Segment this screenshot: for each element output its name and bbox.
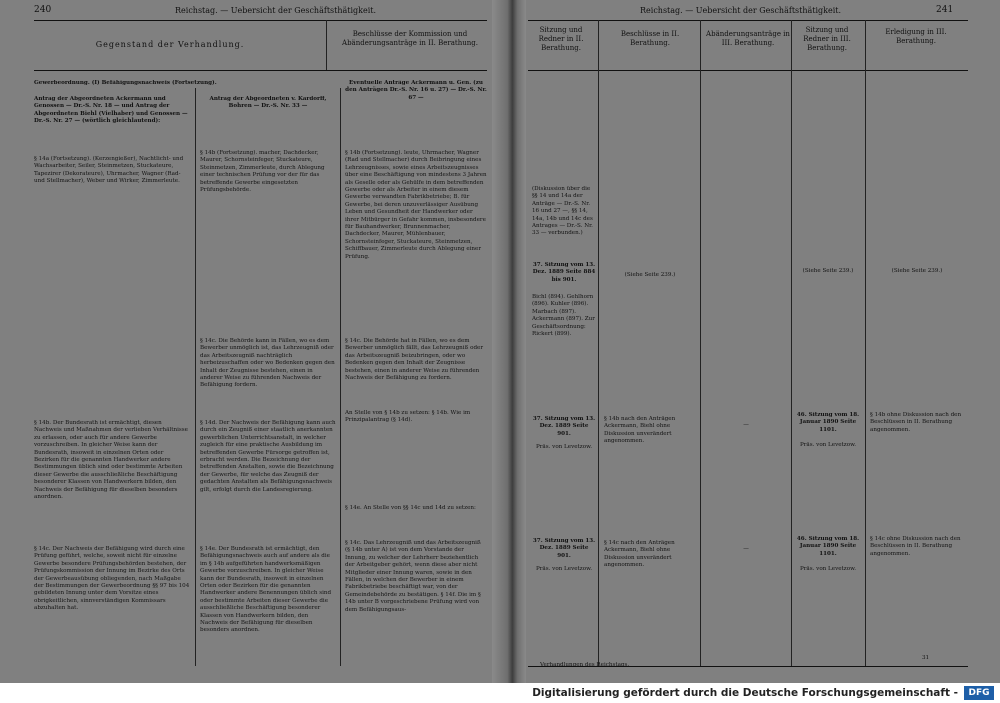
left-divider-1 (195, 88, 196, 666)
right-divider-3 (791, 20, 792, 666)
right-col-head-5: Erledigung in III. Berathung. (885, 28, 947, 45)
right-col-head-1: Sitzung und Redner in II. Berathung. (538, 26, 584, 52)
left-text-a2: § 14b (Fortsetzung). macher, Dachdecker, Maurer, Schornsteinfeger, Stuckateure, Steinmetzen, Zimmerleute, durch Ablegung einer technischen Prüfung vor der für das betreffende Gewerbe eingesetzten Prüfungsbehörde. (200, 150, 325, 194)
left-divider-2 (340, 88, 341, 666)
right-col-head-4: Sitzung und Redner in III. Berathung. (803, 26, 851, 52)
left-running-head: Reichstag. — Uebersicht der Geschäftsthätigkeit. (175, 6, 377, 15)
right-col-head-3: Abänderungsanträge in III. Berathung. (706, 30, 790, 47)
right-r1-col3: (Siehe Seite 239.) (802, 268, 854, 274)
right-running-head: Reichstag. — Uebersicht der Geschäftsthätigkeit. (640, 6, 842, 15)
left-motion-2: Antrag der Abgeordneten v. Kardorff, Bohren — Dr.-S. Nr. 33 — (209, 96, 327, 110)
left-text-c2: § 14d. Der Nachweis der Befähigung kann auch durch ein Zeugniß einer staatlich anerkannten gewerblichen Unterrichtsanstalt, in welcher zugleich für eine praktische Ausbildung im betreffenden Gewerbe Fürsorge getroffen ist, erbracht werden. Die Bezeichnung der betreffenden Anstalten, sowie die Bezeichnung der Gewerbe, für welche das Zeugniß der gedachten Anstalten als Befähigungsnachweis gilt, erfolgt durch die Landesregierung. (200, 420, 336, 493)
left-col-commission-head: Beschlüsse der Kommission und Abänderungsanträge in II. Berathung. (342, 30, 478, 47)
left-text-b2: § 14c. Die Behörde kann in Fällen, wo es dem Bewerber unmöglich ist, das Lehrzeugniß oder das Arbeitszeugniß nachträglich herbeizuschaffen oder wo Bedenken gegen den Inhalt der Zeugnisse bestehen, einen in anderer Weise zu führenden Nachweis der Befähigung fordern. (200, 338, 335, 389)
right-r1-session: 37. Sitzung vom 13. Dez. 1889 Seite 884 bis 901. (532, 262, 596, 283)
right-r3-col4-speakers: Präs. von Levetzow. (799, 566, 857, 572)
right-page-number: 241 (936, 5, 954, 15)
left-text-a1: § 14a (Fortsetzung). (Kerzengießer), Nachtlicht- und Wachsarbeiter, Seiler, Steinmetzen, Stuckateure, Tapezirer (Dekorateure), Uhrmacher, Wagner (Rad- und Stellmacher), Weber und Wirker, Zimmerleute. (34, 156, 184, 185)
footer-bar (0, 683, 1000, 703)
right-r2-col2: § 14b nach den Anträgen Ackermann, Biehl ohne Diskussion unverändert angenommen. (604, 416, 676, 445)
right-r3-col4-session: 46. Sitzung vom 18. Januar 1890 Seite 1101. (796, 536, 860, 557)
right-r2-col4-session: 46. Sitzung vom 18. Januar 1890 Seite 1101. (796, 412, 860, 433)
left-text-d3: § 14c. Das Lehrzeugniß und das Arbeitszeugniß (§ 14b unter A) ist von dem Vorstande der Innung, zu welcher der Lehrherr beziehentlich der Arbeitgeber gehört, wenn diese aber nicht Mitglieder einer Innung waren, sowie in den Fällen, in welchen der Bewerber in einem Fabrikbetriebe beschäftigt war, von der Gemeindebehörde zu bestätigen. § 14f. Die im § 14b unter B vorgeschriebene Prüfung wird von dem Befähigungsaus- (345, 540, 481, 613)
right-r2-col5: § 14b ohne Diskussion nach den Beschlüssen in II. Berathung angenommen. (870, 412, 962, 433)
left-motion-1: Antrag der Abgeordneten Ackermann und Genossen — Dr.-S. Nr. 18 — und Antrag der Abgeordneten Biehl (Vielhaber) und Genossen — Dr.-S. Nr. 27 — (wörtlich gleichlautend): (34, 96, 188, 125)
right-r3-col5: § 14c ohne Diskussion nach den Beschlüssen in II. Berathung angenommen. (870, 536, 961, 557)
right-r2-col4-speakers: Präs. von Levetzow. (799, 442, 857, 448)
left-text-b3b: An Stelle von § 14b zu setzen: § 14b. Wie im Prinzipalantrag (§ 14d). (345, 410, 471, 424)
right-r3-col3: — (743, 546, 749, 552)
right-divider-4 (865, 20, 866, 666)
left-page-number: 240 (34, 5, 52, 15)
left-col-subject-head: Gegenstand der Verhandlung. (95, 40, 245, 49)
right-top-rule (528, 20, 968, 21)
right-r3-session: 37. Sitzung vom 13. Dez. 1889 Seite 901. (532, 538, 596, 559)
right-col-head-2: Beschlüsse in II. Berathung. (620, 30, 680, 47)
right-r1-speakers: Bichl (894). Gehlhorn (896). Kuhler (896). Marbach (897). Ackermann (897). Zur Geschäftsordnung: Rickert (899). (532, 294, 595, 338)
footer-funding-text: Digitalisierung gefördert durch die Deutsche Forschungsgemeinschaft - (532, 687, 958, 699)
left-head-divider (326, 20, 327, 70)
right-r2-col3: — (743, 422, 749, 428)
right-r2-session: 37. Sitzung vom 13. Dez. 1889 Seite 901. (532, 416, 596, 437)
left-subject: Gewerbeordnung. (I) Befähigungsnachweis (Fortsetzung). (34, 80, 217, 86)
right-r3-speakers: Präs. von Levetzow. (535, 566, 593, 572)
right-r3-col2: § 14c nach den Anträgen Ackermann, Biehl ohne Diskussion unverändert angenommen. (604, 540, 675, 569)
right-divider-1 (598, 20, 599, 666)
left-top-rule (34, 20, 487, 21)
left-text-b3: § 14c. Die Behörde hat in Fällen, wo es dem Bewerber unmöglich fällt, das Lehrzeugniß oder das Arbeitszeugniß beizubringen, oder wo Bedenken gegen den Inhalt der Zeugnisse bestehen, einen in anderer Weise zu führenden Nachweis der Befähigung zu fordern. (345, 338, 484, 382)
right-head-rule (528, 70, 968, 71)
right-sheet-number: 31 (922, 655, 930, 661)
left-head-rule (34, 70, 487, 71)
dfg-logo[interactable]: DFG (964, 686, 994, 700)
left-text-d2: § 14e. Der Bundesrath ist ermächtigt, den Befähigungsnachweis auch auf andere als die im § 14b aufgeführten handwerksmäßigen Gewerbe vorzuschreiben. In gleicher Weise kann der Bundesrath, insoweit in einzelnen Orten oder Bezirken für die genannten Handwerker andere Benennungen üblich sind oder bestimmte Arbeiten dieser Gewerbe die ausschließliche Beschäftigung besonderer Klassen von Handwerkern bilden, den Nachweis der Befähigung für dieselben besonders anordnen. (200, 546, 332, 634)
right-r1-col1-note: (Diskussion über die §§ 14 und 14a der Anträge — Dr.-S. Nr. 16 und 27 —, §§ 14, 14a, 14b und 14c des Antrages — Dr.-S. Nr. 33 — verbunden.) (532, 186, 593, 237)
left-text-a3: § 14b (Fortsetzung). leute, Uhrmacher, Wagner (Rad und Stellmacher) durch Beibringung eines Lehrzeugnisses, sowie eines Arbeitszeugnisses über eine Beschäftigung von mindestens 3 Jahren als Geselle oder als Gehülfe in dem betreffenden Gewerbe oder als Arbeiter in einem diesem Gewerbe verwandten Fabrikbetriebe; B. für Gewerbe, bei deren unzuverlässiger Ausübung Leben und Gesundheit der Handwerker oder ihrer Mitbürger in Gefahr kommen, insbesondere für Bauhandwerker, Brunnenmacher, Dachdecker, Maurer, Mühlenbauer, Schornsteinfeger, Stuckateure, Steinmetzen, Schiffbauer, Zimmerleute durch Ablegung einer Prüfung. (345, 150, 487, 260)
right-r1-col5: (Siehe Seite 239.) (891, 268, 943, 274)
left-text-d1: § 14c. Der Nachweis der Befähigung wird durch eine Prüfung geführt, welche, soweit nicht für einzelne Gewerbe besondere Prüfungsbehörden bestehen, der Prüfungskommission der Innung im Bezirke des Orts der Gewerbeausübung obliegenden, nach Maßgabe der Bestimmungen der Gewerbeordnung §§ 97 bis 104 gebildeten Innung unter dem Vorsitze eines obrigkeitlichen, sinnverständigen Kommissars abzuhalten hat. (34, 546, 190, 612)
page-gutter (492, 0, 526, 683)
left-text-c3: § 14e. An Stelle von §§ 14c und 14d zu setzen: (345, 505, 476, 511)
right-r2-speakers: Präs. von Levetzow. (535, 444, 593, 450)
right-divider-2 (700, 20, 701, 666)
left-text-c1: § 14b. Der Bundesrath ist ermächtigt, diesen Nachweis und Maßnahmen der verlieben Verhältnisse zu erlassen, oder auch für andere Gewerbe vorzuschreiben. In gleicher Weise kann der Bundesrath, insoweit in einzelnen Orten oder Bezirken für die genannten Handwerker andere Bestimmungen üblich sind oder bestimmte Arbeiten dieser Gewerbe die ausschließliche Beschäftigung besonderer Klassen von Handwerkern bilden, den Nachweis der Befähigung für dieselben besonders anordnen. (34, 420, 188, 501)
right-footnote: Verhandlungen des Reichstags. (540, 662, 630, 668)
left-motion-3: Eventuelle Anträge Ackermann u. Gen. (zu den Anträgen Dr.-S. Nr. 16 u. 27) — Dr.-S. Nr. 67 — (345, 80, 487, 101)
right-r1-col2: (Siehe Seite 239.) (624, 272, 676, 278)
